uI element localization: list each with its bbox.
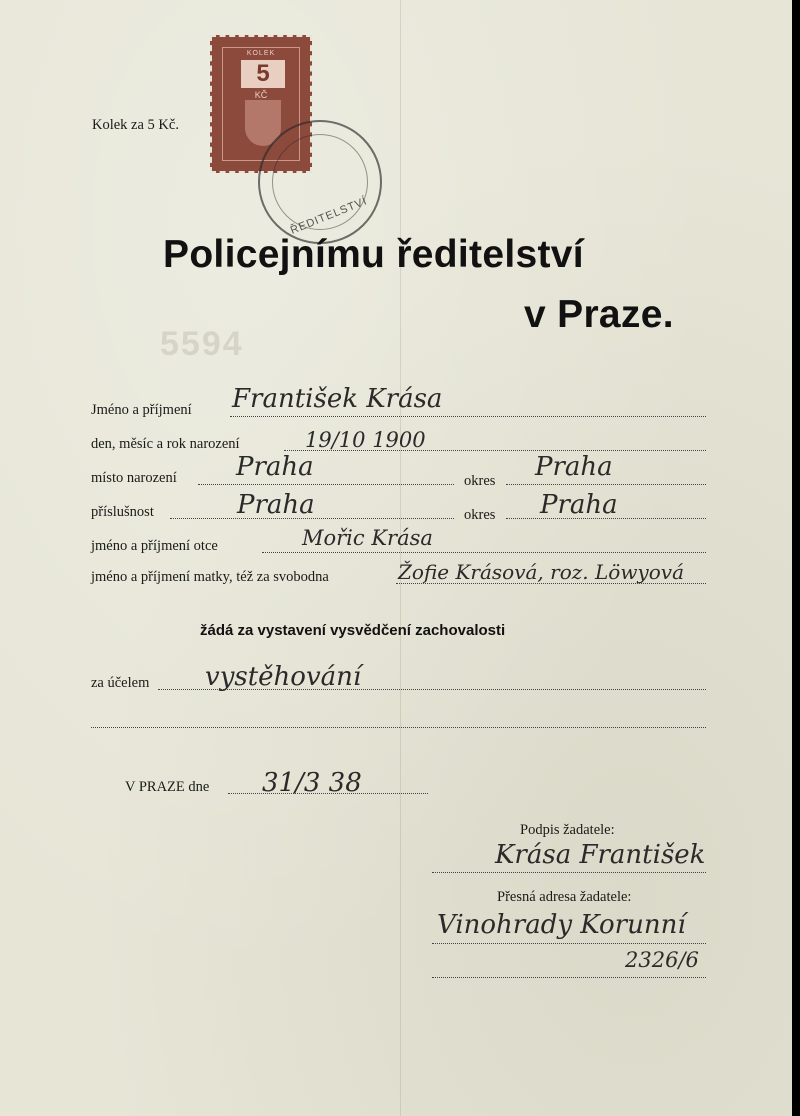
father-line	[262, 552, 706, 553]
address-line-2	[432, 977, 706, 978]
citizenship-district-label: okres	[464, 507, 496, 523]
birthplace-district-value: Praha	[535, 452, 613, 482]
date-label: V PRAZE dne	[125, 779, 210, 795]
name-value: František Krása	[232, 384, 443, 414]
citizenship-district-value: Praha	[540, 490, 618, 520]
birthplace-line	[198, 484, 454, 485]
stamp-value-box	[241, 60, 285, 88]
purpose-label: za účelem	[91, 675, 150, 691]
signature-value: Krása František	[495, 840, 706, 870]
father-value: Mořic Krása	[302, 526, 433, 550]
postmark	[258, 120, 382, 244]
address-value: Vinohrady Korunní	[437, 910, 686, 940]
signature-label: Podpis žadatele:	[520, 822, 615, 838]
stamp-value: 5	[256, 60, 270, 87]
citizenship-value: Praha	[237, 490, 315, 520]
birthplace-district-label: okres	[464, 473, 496, 489]
request-text: žádá za vystavení vysvědčení zachovalosti	[200, 622, 506, 639]
header-line2: v Praze.	[524, 293, 674, 336]
mother-label: jméno a příjmení matky, též za svobodna	[91, 569, 329, 585]
birthplace-label: místo narození	[91, 470, 177, 486]
faded-mark: 5594	[160, 325, 244, 363]
name-label: Jméno a příjmení	[91, 402, 192, 418]
purpose-value: vystěhování	[205, 662, 362, 692]
birthplace-value: Praha	[236, 452, 314, 482]
stamp-unit: KČ	[254, 90, 268, 100]
father-label: jméno a příjmení otce	[91, 538, 218, 554]
signature-line	[432, 872, 706, 873]
stamp-caption: Kolek za 5 Kč.	[92, 117, 179, 133]
birth-value: 19/10 1900	[305, 428, 426, 452]
birth-label: den, měsíc a rok narození	[91, 436, 240, 452]
stamp-top-text: KOLEK	[246, 50, 276, 57]
page-fold	[400, 0, 401, 1116]
address-number: 2326/6	[625, 948, 699, 972]
date-value: 31/3 38	[262, 768, 362, 798]
address-line	[432, 943, 706, 944]
mother-value: Žofie Krásová, roz. Löwyová	[398, 560, 684, 584]
header-line1: Policejnímu ředitelství	[163, 233, 584, 276]
citizenship-label: příslušnost	[91, 504, 154, 520]
purpose-line-2	[91, 727, 706, 728]
postmark-text: ŘEDITELSTVÍ	[288, 195, 370, 237]
name-line	[230, 416, 706, 417]
address-label: Přesná adresa žadatele:	[497, 889, 632, 905]
birthplace-district-line	[506, 484, 706, 485]
